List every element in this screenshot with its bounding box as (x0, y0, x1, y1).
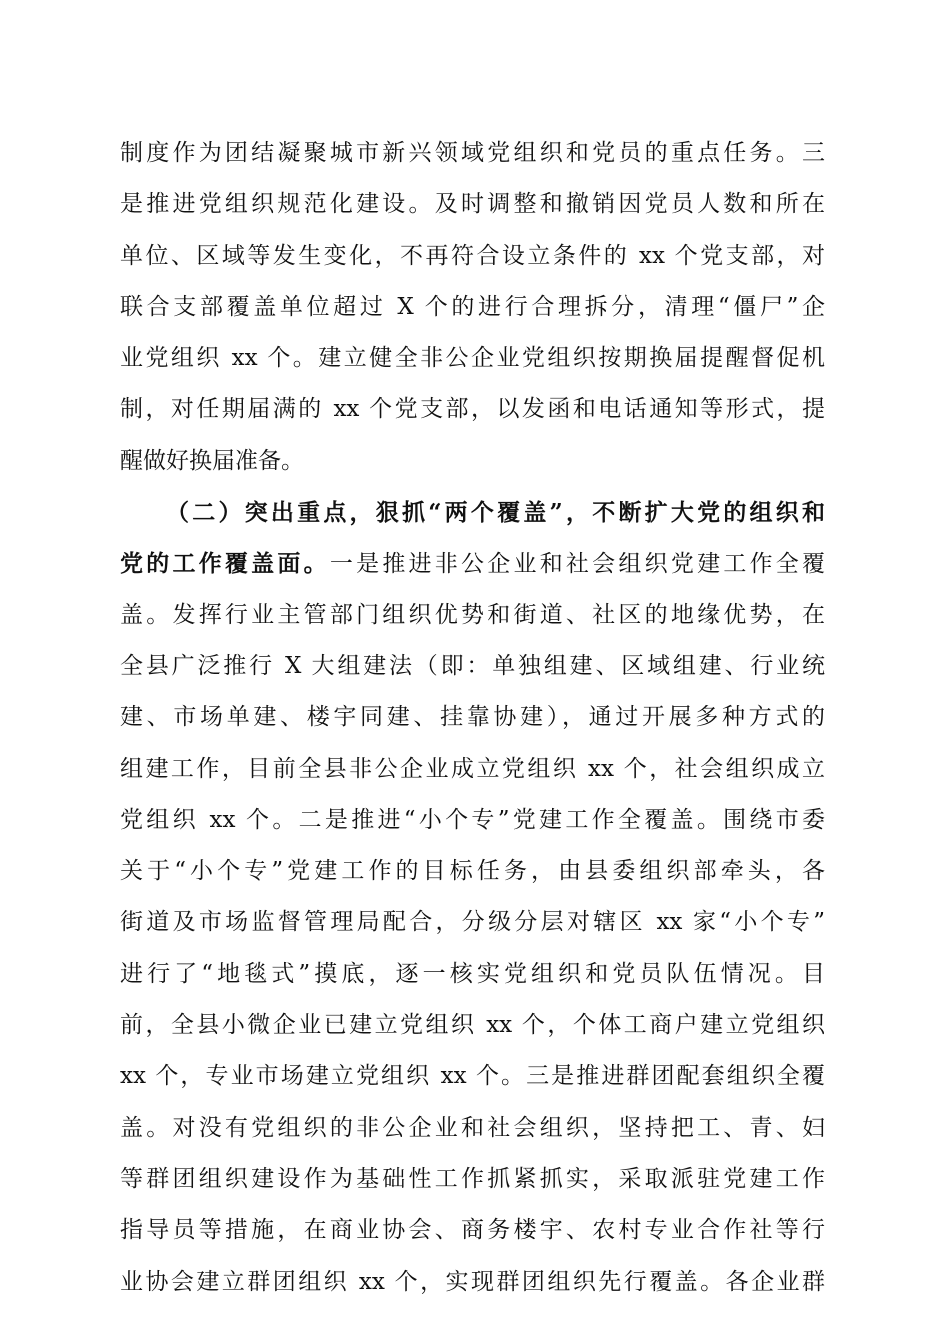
text-line: 组建工作，目前全县非公企业成立党组织 xx 个，社会组织成立 (120, 755, 825, 782)
text-line: 业党组织 xx 个。建立健全非公企业党组织按期换届提醒督促机 (120, 345, 825, 372)
text-line: 制，对任期届满的 xx 个党支部，以发函和电话通知等形式，提 (120, 396, 825, 423)
text-line: 前，全县小微企业已建立党组织 xx 个，个体工商户建立党组织 (120, 1012, 825, 1039)
text-line: 业协会建立群团组织 xx 个，实现群团组织先行覆盖。各企业群 (120, 1268, 825, 1295)
text-line: 全县广泛推行 X 大组建法（即：单独组建、区域组建、行业统 (120, 652, 825, 679)
text-line: 街道及市场监督管理局配合，分级分层对辖区 xx 家“小个专” (120, 909, 825, 936)
text-line: 进行了“地毯式”摸底，逐一核实党组织和党员队伍情况。目 (120, 960, 825, 987)
text-line: 关于“小个专”党建工作的目标任务，由县委组织部牵头，各 (120, 858, 825, 885)
text-line: 单位、区域等发生变化，不再符合设立条件的 xx 个党支部，对 (120, 242, 825, 269)
text-line: 建、市场单建、楼宇同建、挂靠协建），通过开展多种方式的 (120, 704, 825, 731)
text-line: 制度作为团结凝聚城市新兴领域党组织和党员的重点任务。三 (120, 140, 825, 166)
text-line: 指导员等措施，在商业协会、商务楼宇、农村专业合作社等行 (120, 1217, 825, 1244)
text-line: 醒做好换届准备。 (120, 447, 304, 474)
section-heading-continued: 党的工作覆盖面。 (120, 550, 330, 578)
text-line-rest: 一是推进非公企业和社会组织党建工作全覆 (329, 551, 825, 578)
text-line: 等群团组织建设作为基础性工作抓紧抓实，采取派驻党建工作 (120, 1165, 825, 1192)
text-line: xx 个，专业市场建立党组织 xx 个。三是推进群团配套组织全覆 (120, 1063, 825, 1090)
body-text (120, 128, 825, 1308)
section-heading: （二）突出重点，狠抓“两个覆盖”，不断扩大党的组织和 (166, 499, 825, 527)
text-line: 联合支部覆盖单位超过 X 个的进行合理拆分，清理“僵尸”企 (120, 293, 825, 320)
text-line: 党组织 xx 个。二是推进“小个专”党建工作全覆盖。围绕市委 (120, 806, 825, 833)
text-line: 盖。对没有党组织的非公企业和社会组织，坚持把工、青、妇 (120, 1114, 825, 1141)
text-line (120, 538, 825, 589)
text-line: 盖。发挥行业主管部门组织优势和街道、社区的地缘优势，在 (120, 601, 825, 628)
text-line: 是推进党组织规范化建设。及时调整和撤销因党员人数和所在 (120, 191, 825, 218)
